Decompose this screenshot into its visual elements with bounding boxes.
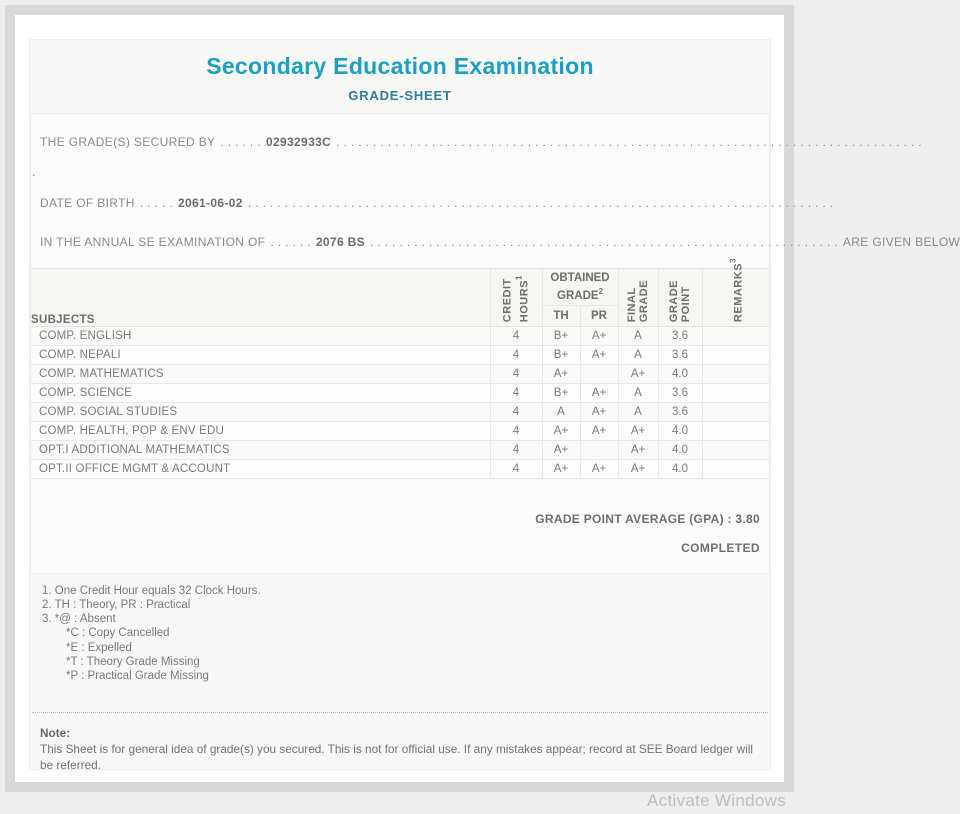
grade-point-cell: 3.6 [658, 346, 702, 365]
exam-label: IN THE ANNUAL SE EXAMINATION OF [40, 235, 266, 249]
credit-cell: 4 [490, 403, 542, 422]
subject-cell: COMP. NEPALI [31, 346, 490, 365]
dots-filler: . . . . . . . . . . . . . . . . . . . . . . . . . . . . . . . . . . . . . . . . . . . . . . . . . . . . . . . . . . . . . . . . . . . . . . . . . . . . . . . . [336, 135, 922, 149]
note-body: This Sheet is for general idea of grade(s) you secured. This is not for official use. If any mistakes appear; record at SEE Board ledger will be referred. [40, 741, 753, 772]
grade-point-cell: 3.6 [658, 403, 702, 422]
table-row [31, 346, 769, 365]
th-grade-cell: B+ [542, 384, 580, 403]
credit-hours-label: CREDIT HOURS [501, 278, 531, 322]
grade-point-cell: 3.6 [658, 327, 702, 346]
dob-label: DATE OF BIRTH [40, 196, 135, 210]
table-row [31, 327, 769, 346]
dots-filler: . . . . . . [220, 135, 261, 149]
page-title: Secondary Education Examination [206, 53, 594, 79]
note-heading: Note: [40, 725, 71, 740]
subject-cell: COMP. ENGLISH [31, 327, 490, 346]
column-header-pr: PR [580, 306, 618, 327]
footnote-line: 3. *@ : Absent [42, 613, 116, 626]
th-grade-cell: A+ [542, 460, 580, 479]
credit-cell: 4 [490, 327, 542, 346]
statement-secured-by [31, 135, 922, 150]
footnote-line: *P : Practical Grade Missing [66, 670, 209, 683]
secured-by-label: THE GRADE(S) SECURED BY [40, 135, 216, 149]
table-row [31, 384, 769, 403]
final-grade-cell: A [618, 403, 658, 422]
final-grade-cell: A+ [618, 460, 658, 479]
credit-cell: 4 [490, 384, 542, 403]
dots-filler: . . . . . . . . . . . . . . . . . . . . . . . . . . . . . . . . . . . . . . . . . . . . . . . . . . . . . . . . . . . . . . . . [370, 235, 838, 249]
grade-point-cell: 4.0 [658, 441, 702, 460]
subject-cell: COMP. MATHEMATICS [31, 365, 490, 384]
subject-cell: COMP. HEALTH, POP & ENV EDU [31, 422, 490, 441]
dob-value: 2061-06-02 [177, 196, 243, 210]
remarks-cell [702, 422, 769, 441]
table-row [31, 365, 769, 384]
column-header-credit-hours [490, 269, 542, 327]
pr-grade-cell: A+ [580, 403, 618, 422]
final-grade-cell: A [618, 346, 658, 365]
note-section [30, 725, 770, 773]
remarks-cell [702, 327, 769, 346]
subject-cell: COMP. SCIENCE [31, 384, 490, 403]
obtained-line1: OBTAINED [550, 272, 610, 285]
grade-point-cell: 4.0 [658, 422, 702, 441]
column-header-final-grade [618, 269, 658, 327]
th-grade-cell: A [542, 403, 580, 422]
column-header-th: TH [542, 306, 580, 327]
credit-cell: 4 [490, 422, 542, 441]
subject-cell: OPT.II OFFICE MGMT & ACCOUNT [31, 460, 490, 479]
credit-cell: 4 [490, 365, 542, 384]
footnote-line: 1. One Credit Hour equals 32 Clock Hours. [42, 584, 261, 597]
page-frame [5, 5, 960, 792]
gradesheet-panel [29, 39, 960, 772]
footnote-ref-3: 3 [728, 257, 738, 263]
column-header-remarks [702, 257, 769, 327]
summary-section [31, 498, 769, 573]
final-grade-cell: A+ [618, 441, 658, 460]
table-row [31, 422, 769, 441]
grade-point-cell: 4.0 [658, 365, 702, 384]
final-grade-cell: A+ [618, 422, 658, 441]
th-grade-cell: B+ [542, 327, 580, 346]
grade-point-label: GRADE POINT [668, 279, 693, 322]
th-grade-cell: A+ [542, 441, 580, 460]
footnote-line: *E : Expelled [66, 641, 132, 654]
footnote-line: 2. TH : Theory, PR : Practical [42, 598, 191, 611]
remarks-cell [702, 460, 769, 479]
remarks-cell [702, 384, 769, 403]
table-row [31, 441, 769, 460]
th-grade-cell: B+ [542, 346, 580, 365]
header [30, 40, 770, 103]
remarks-cell [702, 346, 769, 365]
exam-suffix: ARE GIVEN BELOW [842, 235, 960, 249]
remarks-cell [702, 403, 769, 422]
statement-dob [31, 196, 834, 211]
exam-year-value: 2076 BS [315, 235, 366, 249]
dots-filler: . . . . . [139, 196, 173, 210]
pr-grade-cell [580, 365, 618, 384]
pr-grade-cell: A+ [580, 384, 618, 403]
obtained-line2: GRADE [557, 289, 599, 302]
remarks-cell [702, 441, 769, 460]
pr-grade-cell [580, 441, 618, 460]
final-grade-label: FINAL GRADE [626, 279, 651, 322]
column-header-grade-point [658, 269, 702, 327]
table-row [31, 460, 769, 479]
pr-grade-cell: A+ [580, 327, 618, 346]
activate-windows-watermark: Activate Windows [647, 791, 786, 810]
footnote-line: *T : Theory Grade Missing [66, 655, 200, 668]
table-row [31, 403, 769, 422]
footnote-ref-2: 2 [598, 287, 603, 297]
gpa-value: GRADE POINT AVERAGE (GPA) : 3.80 [535, 511, 760, 526]
credit-cell: 4 [490, 460, 542, 479]
th-grade-cell: A+ [542, 422, 580, 441]
content-card [30, 113, 960, 574]
dotted-divider [32, 712, 768, 713]
dots-filler: . . . . . . [270, 235, 311, 249]
page-subtitle: GRADE-SHEET [348, 88, 452, 103]
statement-exam-year [31, 235, 960, 250]
final-grade-cell: A+ [618, 365, 658, 384]
remarks-cell [702, 365, 769, 384]
final-grade-cell: A [618, 384, 658, 403]
stray-period: . [32, 165, 36, 179]
subject-cell: OPT.I ADDITIONAL MATHEMATICS [31, 441, 490, 460]
symbol-number-value: 02932933C [265, 135, 332, 149]
pr-grade-cell: A+ [580, 346, 618, 365]
subject-cell: COMP. SOCIAL STUDIES [31, 403, 490, 422]
credit-cell: 4 [490, 441, 542, 460]
footnotes-section [30, 574, 770, 684]
remarks-label: REMARKS [732, 262, 745, 322]
footnote-line: *C : Copy Cancelled [66, 627, 170, 640]
status-badge: COMPLETED [681, 540, 760, 555]
grades-table [31, 257, 769, 498]
th-grade-cell: A+ [542, 365, 580, 384]
credit-cell: 4 [490, 346, 542, 365]
column-header-subjects: SUBJECTS [31, 269, 490, 327]
dots-filler: . . . . . . . . . . . . . . . . . . . . . . . . . . . . . . . . . . . . . . . . . . . . . . . . . . . . . . . . . . . . . . . . . . . . . . . . . . . . . . . . [247, 196, 834, 210]
final-grade-cell: A [618, 327, 658, 346]
column-header-obtained-grade [542, 269, 618, 306]
grade-point-cell: 3.6 [658, 384, 702, 403]
footnote-ref-1: 1 [514, 274, 524, 280]
pr-grade-cell: A+ [580, 460, 618, 479]
pr-grade-cell: A+ [580, 422, 618, 441]
grade-point-cell: 4.0 [658, 460, 702, 479]
